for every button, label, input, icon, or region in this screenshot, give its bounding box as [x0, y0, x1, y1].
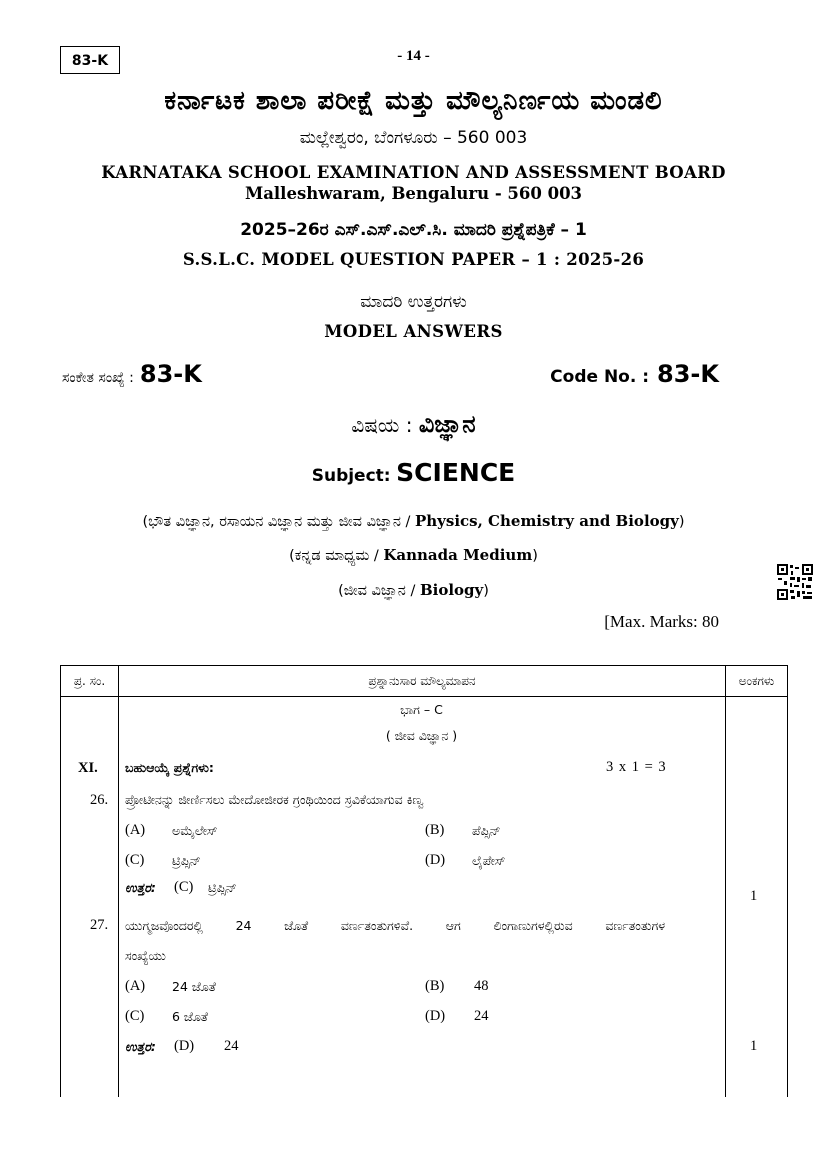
question-text-continued: ಸಂಖ್ಯೆಯು	[125, 948, 166, 963]
question-marks: 1	[750, 888, 758, 904]
code-label-english: Code No. :	[550, 367, 650, 387]
streams-line	[0, 512, 827, 530]
option-key: (B)	[425, 822, 445, 838]
model-answers-english: MODEL ANSWERS	[324, 322, 503, 341]
option-value: ಪೆಪ್ಸಿನ್	[472, 823, 501, 838]
option-key: (D)	[425, 1008, 446, 1024]
subject-english	[0, 458, 827, 487]
question-text: ಯುಗ್ಮಜವೊಂದರಲ್ಲಿ 24 ಜೊತೆ ವರ್ಣತಂತುಗಳಿವೆ. ಆಗ ಲಿಂಗಾಣುಗಳಲ್ಲಿರುವ ವರ್ಣತಂತುಗಳ	[125, 918, 665, 933]
option-value: 24 ಜೊತೆ	[172, 979, 216, 994]
paper-title-kannada: 2025–26ರ ಎಸ್.ಎಸ್.ಎಲ್.ಸಿ. ಮಾದರಿ ಪ್ರಶ್ನೆಪತ್ರಿಕೆ – 1	[240, 220, 587, 240]
section-title: ಬಹುಆಯ್ಕೆ ಪ್ರಶ್ನೆಗಳು:	[125, 760, 214, 775]
part-title: ಭಾಗ – C	[400, 702, 443, 717]
subject-value-english: SCIENCE	[396, 458, 516, 487]
code-label-kannada: ಸಂಕೇತ ಸಂಖ್ಯೆ :	[62, 370, 134, 386]
table-header-row	[61, 666, 788, 697]
option-value: 48	[474, 978, 489, 994]
code-box: 83-K	[60, 46, 120, 74]
code-number-english	[550, 360, 719, 388]
model-answers-kannada: ಮಾದರಿ ಉತ್ತರಗಳು	[360, 292, 467, 312]
biology-line	[0, 581, 827, 599]
answer-value: ಟ್ರಿಪ್ಸಿನ್	[208, 880, 237, 895]
option-key: (C)	[125, 852, 145, 868]
part-subtitle: ( ಜೀವ ವಿಜ್ಞಾನ )	[385, 728, 458, 743]
medium-english: Kannada Medium	[383, 546, 533, 564]
board-address-kannada: ಮಲ್ಲೇಶ್ವರಂ, ಬೆಂಗಳೂರು – 560 003	[299, 128, 528, 148]
option-key: (A)	[125, 822, 146, 838]
option-value: ಅಮೈಲೇಸ್	[172, 823, 218, 838]
option-value: ಲೈಪೇಸ್	[472, 853, 506, 868]
board-title-english: KARNATAKA SCHOOL EXAMINATION AND ASSESSMENT BOARD	[101, 163, 726, 182]
code-value-english: 83-K	[657, 360, 719, 388]
subject-label-kannada: ವಿಷಯ :	[351, 413, 413, 437]
option-value: 6 ಜೊತೆ	[172, 1009, 208, 1024]
code-value-kannada: 83-K	[139, 360, 202, 388]
col-evaluation: ಪ್ರಶ್ನಾನುಸಾರ ಮೌಲ್ಯಮಾಪನ	[119, 666, 726, 697]
question-text: ಪ್ರೋಟೀನನ್ನು ಜೀರ್ಣಿಸಲು ಮೇದೋಜೀರಕ ಗ್ರಂಥಿಯಿಂದ ಸ್ರವಿಕೆಯಾಗುವ ಕಿಣ್ವ	[125, 792, 424, 807]
code-number-kannada	[62, 360, 202, 388]
col-marks: ಅಂಕಗಳು	[726, 666, 788, 697]
option-value: 24	[474, 1008, 489, 1024]
subject-label-english: Subject:	[311, 466, 391, 486]
option-key: (B)	[425, 978, 445, 994]
medium-line	[0, 546, 827, 564]
answer-label: ಉತ್ತರ:	[125, 1039, 156, 1054]
answer-label: ಉತ್ತರ:	[125, 880, 156, 895]
question-number: 27.	[90, 917, 109, 933]
board-title-kannada: ಕರ್ನಾಟಕ ಶಾಲಾ ಪರೀಕ್ಷೆ ಮತ್ತು ಮೌಲ್ಯನಿರ್ಣಯ ಮಂಡಲಿ	[164, 86, 663, 116]
col-question-no: ಪ್ರ. ಸಂ.	[61, 666, 119, 697]
answer-key: (C)	[174, 879, 194, 895]
option-key: (D)	[425, 852, 446, 868]
streams-english: Physics, Chemistry and Biology	[414, 512, 679, 530]
table-body-row	[61, 697, 788, 1098]
question-marks: 1	[750, 1038, 758, 1054]
streams-close: )	[678, 514, 685, 530]
biology-kannada: (ಜೀವ ವಿಜ್ಞಾನ /	[338, 583, 416, 599]
subject-kannada	[0, 410, 827, 438]
option-value: ಟ್ರಿಪ್ಸಿನ್	[172, 853, 201, 868]
option-key: (A)	[125, 978, 146, 994]
biology-english: Biology	[419, 581, 484, 599]
biology-close: )	[483, 583, 489, 599]
option-key: (C)	[125, 1008, 145, 1024]
medium-close: )	[532, 548, 538, 564]
qr-code-icon	[776, 563, 814, 601]
medium-kannada: (ಕನ್ನಡ ಮಾಧ್ಯಮ /	[289, 548, 379, 564]
max-marks: [Max. Marks: 80	[604, 612, 719, 631]
streams-kannada: (ಭೌತ ವಿಜ್ಞಾನ, ರಸಾಯನ ವಿಜ್ಞಾನ ಮತ್ತು ಜೀವ ವಿಜ್ಞಾನ /	[142, 514, 411, 530]
section-number: XI.	[78, 760, 98, 776]
board-address-english: Malleshwaram, Bengaluru - 560 003	[244, 184, 583, 203]
subject-value-kannada: ವಿಜ್ಞಾನ	[418, 410, 476, 438]
page-number: - 14 -	[397, 48, 430, 64]
paper-title-english: S.S.L.C. MODEL QUESTION PAPER – 1 : 2025-26	[182, 250, 645, 269]
section-marks: 3 x 1 = 3	[606, 759, 667, 775]
answer-value: 24	[224, 1038, 239, 1054]
answer-key: (D)	[174, 1038, 195, 1054]
question-number: 26.	[90, 792, 109, 808]
